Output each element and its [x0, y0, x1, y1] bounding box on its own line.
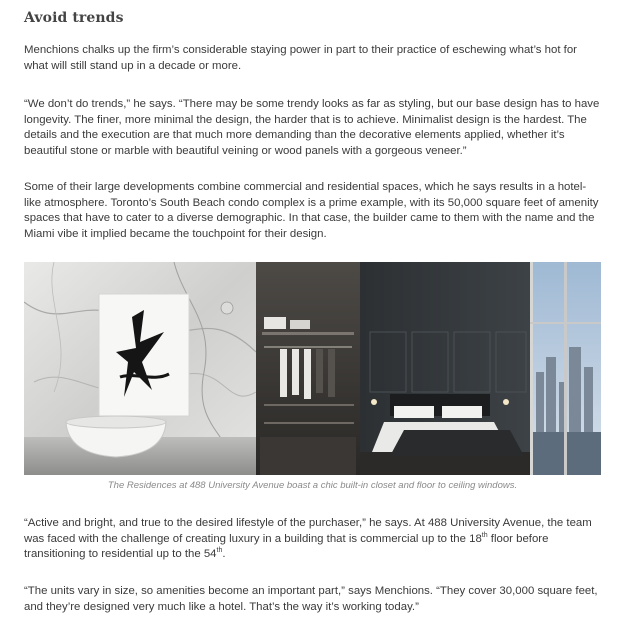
paragraph-text: floor before transitioning to residential up to the 54 [24, 532, 549, 560]
interior-photo [24, 262, 601, 475]
section-heading: Avoid trends [24, 10, 124, 26]
paragraph-developments: Some of their large developments combine commercial and residential spaces, which he says results in a hotel-like atmosphere. Toronto’s South Beach condo complex is a prime example, with its 50,000 square feet of amenity spaces that have to cater to a diverse demographic. In that case, the builder came to them with the name and the Miami vibe it implied became the touchpoint for their design. [24, 181, 599, 240]
figure-caption: The Residences at 488 University Avenue boast a chic built-in closet and floor to ceiling windows. [107, 480, 518, 491]
paragraph-amenities: “The units vary in size, so amenities become an important part,” says Menchions. “They cover 30,000 square feet, and they’re designed very much like a hotel. That’s the way it’s working today.” [24, 585, 598, 613]
ordinal-suffix: th [216, 547, 223, 555]
interior-photo-illustration [24, 262, 601, 475]
paragraph-text: . [222, 548, 226, 560]
paragraph-text: “Active and bright, and true to the desired lifestyle of the purchaser,” he says. At 488 University Avenue, the team was faced with the challenge of creating luxury in a building that is commercial up to the 18 [24, 517, 592, 545]
paragraph-quote-trends: “We don’t do trends,” he says. “There may be some trendy looks as far as styling, but our base design has to have longevity. The finer, more minimal the design, the harder that is to achieve. Minimalist design is the hardest. The details and the execution are that much more demanding than the decorative elements applied, whether it’s beautiful stone or marble with beautiful veining or wood panels with a gorgeous veneer.” [24, 98, 600, 157]
paragraph-university-avenue [24, 516, 602, 563]
paragraph-intro: Menchions chalks up the firm’s considerable staying power in part to their practice of eschewing what’s hot for what will still stand up in a decade or more. [24, 44, 577, 72]
ordinal-suffix: th [481, 531, 488, 539]
